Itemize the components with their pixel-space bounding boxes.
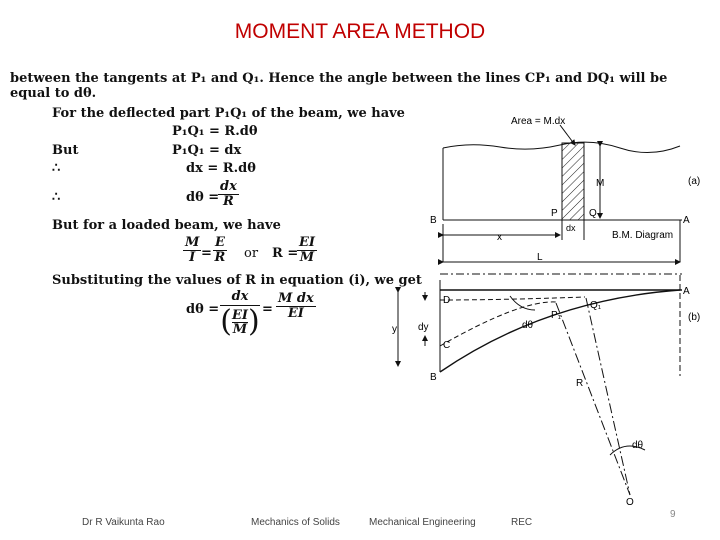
equation-3: dx = R.dθ	[186, 161, 256, 176]
dtheta-arc-small	[510, 296, 535, 310]
label-q: Q	[589, 208, 597, 219]
label-dx: dx	[566, 223, 576, 233]
label-p1: P₁	[551, 310, 562, 321]
label-dtheta-small: dθ	[522, 320, 534, 331]
therefore-symbol-2: ∴	[52, 190, 61, 205]
label-m: M	[596, 178, 605, 189]
label-dy: dy	[418, 322, 429, 333]
label-q1: Q₁	[590, 300, 602, 311]
equation-5-equals: =	[201, 246, 212, 261]
right-paren: )	[248, 304, 260, 339]
footer-department: Mechanical Engineering	[369, 517, 476, 528]
text-line-2: equal to dθ.	[10, 86, 97, 101]
footer-subject: Mechanics of Solids	[251, 517, 340, 528]
label-dtheta-o: dθ	[632, 440, 644, 451]
fraction-denominator: R	[223, 194, 234, 209]
fraction-denominator: EI	[287, 306, 304, 321]
label-b-bottom: B	[430, 372, 437, 383]
label-bm-diagram: B.M. Diagram	[612, 230, 674, 241]
label-b-top: B	[430, 215, 437, 226]
inner-numerator: EI	[232, 307, 248, 323]
fraction-numerator: E	[215, 235, 225, 250]
left-paren: (	[220, 304, 232, 339]
text-line-1: between the tangents at P₁ and Q₁. Hence the angle between the lines CP₁ and DQ₁ will be	[10, 71, 668, 86]
equation-6-equals: =	[262, 302, 273, 317]
fraction-denominator: M	[299, 250, 315, 265]
fraction-numerator: M dx	[278, 291, 314, 306]
label-r: R	[576, 378, 584, 389]
text-line-5: Substituting the values of R in equation (i), we get	[52, 273, 422, 288]
equation-5-r-equals: R =	[272, 246, 299, 261]
footer-institute: REC	[511, 517, 533, 528]
label-o: O	[626, 497, 634, 508]
equation-2: P₁Q₁ = dx	[172, 143, 242, 158]
label-part-a: (a)	[688, 176, 701, 187]
page-number: 9	[670, 509, 676, 520]
radius-line-q1	[586, 298, 630, 495]
radius-line-p1	[556, 303, 630, 495]
footer-author: Dr R Vaikunta Rao	[82, 517, 165, 528]
label-area: Area = M.dx	[511, 116, 566, 127]
label-x: x	[497, 232, 502, 243]
label-d: D	[443, 295, 451, 306]
text-line-3: For the deflected part P₁Q₁ of the beam, we have	[52, 106, 405, 121]
fraction-denominator: I	[189, 250, 196, 265]
equation-6-lhs: dθ =	[186, 302, 220, 317]
fraction-numerator: EI	[299, 235, 315, 250]
slide-title: MOMENT AREA METHOD	[234, 20, 486, 43]
fraction-numerator: dx	[220, 179, 237, 194]
label-c: C	[443, 340, 451, 351]
tangent-from-c	[440, 302, 556, 346]
fraction-denominator: R	[214, 250, 226, 265]
equation-1: P₁Q₁ = R.dθ	[172, 124, 258, 139]
label-a-bottom: A	[683, 286, 690, 297]
equation-4-lhs: dθ =	[186, 190, 220, 205]
label-part-b: (b)	[688, 312, 701, 323]
label-p: P	[551, 208, 558, 219]
label-a-top: A	[683, 215, 690, 226]
hatched-strip	[562, 143, 584, 220]
area-leader-line	[560, 125, 575, 145]
text-line-4: But for a loaded beam, we have	[52, 218, 281, 233]
label-l: L	[537, 252, 543, 263]
fraction-numerator: M	[185, 235, 200, 250]
equation-5-or: or	[244, 246, 259, 261]
compound-numerator: dx	[231, 289, 249, 304]
inner-denominator: M	[232, 321, 248, 337]
elastic-curve	[440, 290, 680, 372]
but-label: But	[52, 143, 79, 158]
label-y: y	[392, 324, 397, 335]
therefore-symbol-1: ∴	[52, 161, 61, 176]
